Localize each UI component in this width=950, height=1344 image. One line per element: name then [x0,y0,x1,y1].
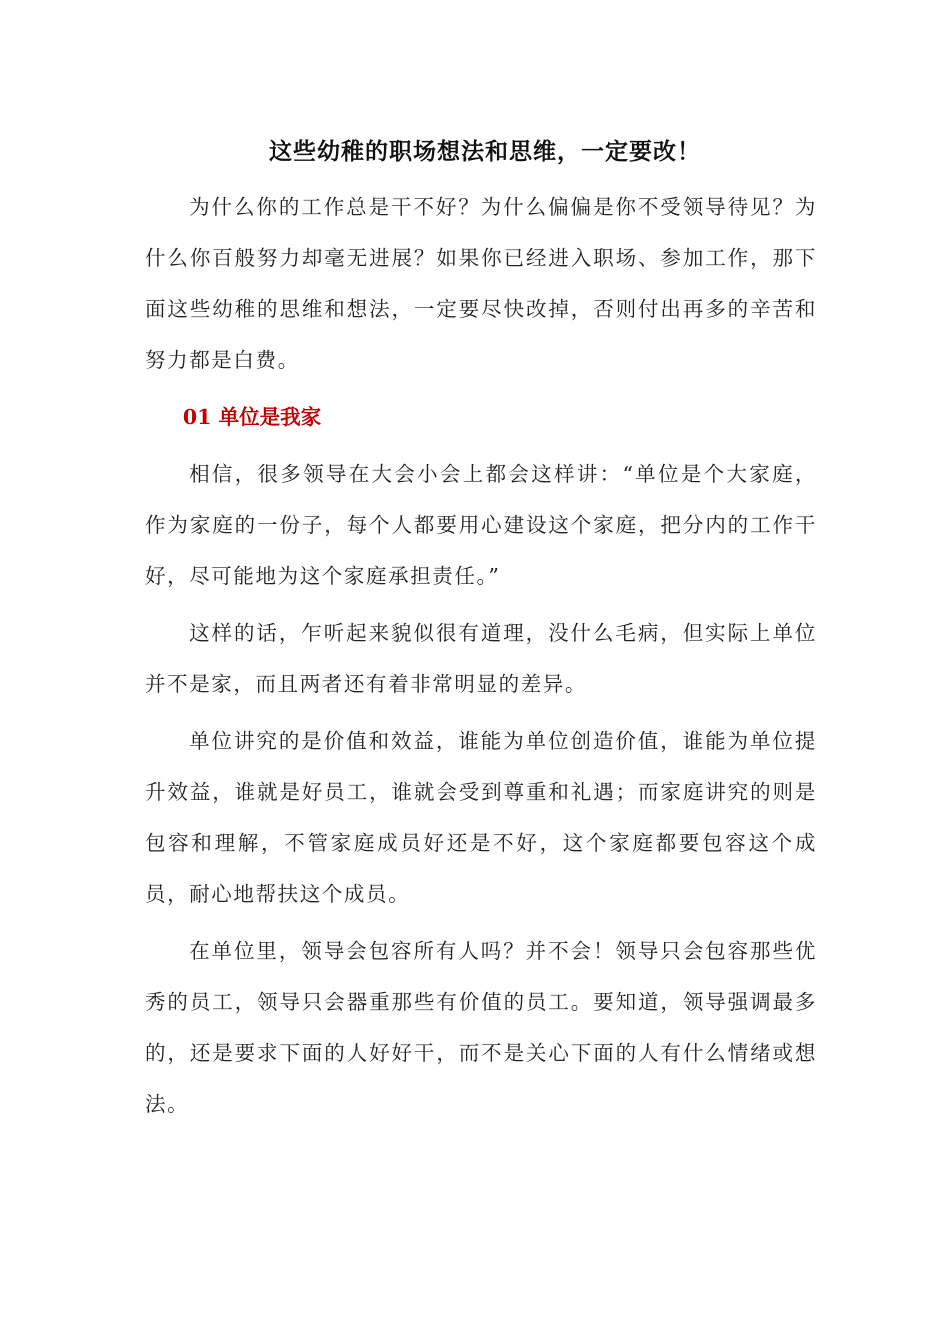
section-heading: 01 单位是我家 [182,405,322,429]
section-paragraph-4: 在单位里，领导会包容所有人吗？并不会！领导只会包容那些优秀的员工，领导只会器重那些有价值的员工。要知道，领导强调最多的，还是要求下面的人好好干，而不是关心下面的人有什么情绪或想法。 [145,939,817,1116]
document-page [145,128,817,1130]
intro-paragraph: 为什么你的工作总是干不好？为什么偏偏是你不受领导待见？为什么你百般努力却毫无进展？如果你已经进入职场、参加工作，那下面这些幼稚的思维和想法，一定要尽快改掉，否则付出再多的辛苦和努力都是白费。 [145,195,817,372]
document-title: 这些幼稚的职场想法和思维，一定要改！ [269,138,701,165]
section-paragraph-1: 相信，很多领导在大会小会上都会这样讲：“单位是个大家庭，作为家庭的一份子，每个人都要用心建设这个家庭，把分内的工作干好，尽可能地为这个家庭承担责任。” [145,462,817,588]
section-paragraph-2: 这样的话，乍听起来貌似很有道理，没什么毛病，但实际上单位并不是家，而且两者还有着非常明显的差异。 [145,621,817,696]
section-paragraph-3: 单位讲究的是价值和效益，谁能为单位创造价值，谁能为单位提升效益，谁就是好员工，谁就会受到尊重和礼遇；而家庭讲究的则是包容和理解，不管家庭成员好还是不好，这个家庭都要包容这个成员，耐心地帮扶这个成员。 [145,729,817,906]
